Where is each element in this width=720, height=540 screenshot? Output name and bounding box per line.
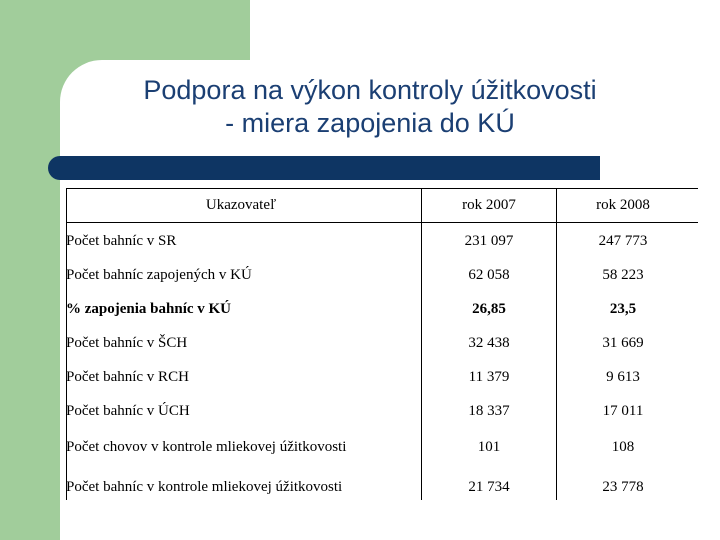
slide-title-line-2: - miera zapojenia do KÚ <box>225 108 515 138</box>
row-value-2007: 11 379 <box>468 368 510 385</box>
row-label: Počet bahníc v ÚCH <box>66 402 190 419</box>
table-header-divider <box>66 222 698 223</box>
row-value-2007: 231 097 <box>464 232 514 249</box>
table-row <box>66 360 696 394</box>
row-value-2008: 31 669 <box>602 334 644 351</box>
header-year-2008: rok 2008 <box>596 196 650 213</box>
row-value-2008: 23,5 <box>609 300 637 317</box>
header-indicator: Ukazovateľ <box>205 196 277 213</box>
row-value-2007: 101 <box>477 438 501 455</box>
header-year-2007: rok 2007 <box>462 196 516 213</box>
row-label: Počet bahníc v RCH <box>66 368 189 385</box>
table-row <box>66 428 696 466</box>
table-row <box>66 258 696 292</box>
row-label: % zapojenia bahníc v KÚ <box>66 300 232 317</box>
row-value-2008: 23 778 <box>602 478 644 495</box>
row-label: Počet bahníc v kontrole mliekovej úžitkovosti <box>66 478 343 495</box>
row-value-2008: 17 011 <box>602 402 644 419</box>
title-underline-bar <box>48 156 600 180</box>
row-label: Počet bahníc v ŠCH <box>66 334 188 351</box>
row-value-2007: 21 734 <box>468 478 510 495</box>
row-value-2008: 247 773 <box>598 232 648 249</box>
row-label: Počet bahníc zapojených v KÚ <box>66 266 252 283</box>
slide-title <box>60 74 680 140</box>
table-row <box>66 224 696 258</box>
table-row <box>66 394 696 428</box>
row-value-2007: 32 438 <box>468 334 510 351</box>
table-header-row <box>66 188 696 222</box>
row-label: Počet chovov v kontrole mliekovej úžitkovosti <box>66 438 347 455</box>
slide-title-line-1: Podpora na výkon kontroly úžitkovosti <box>143 75 597 105</box>
row-value-2008: 108 <box>611 438 635 455</box>
row-value-2007: 18 337 <box>468 402 510 419</box>
row-value-2007: 26,85 <box>472 300 506 317</box>
table-row <box>66 292 696 326</box>
row-label: Počet bahníc v SR <box>66 232 177 249</box>
table-row <box>66 468 696 506</box>
table-row <box>66 326 696 360</box>
row-value-2008: 58 223 <box>602 266 644 283</box>
row-value-2007: 62 058 <box>468 266 510 283</box>
data-table <box>66 188 696 534</box>
row-value-2008: 9 613 <box>606 368 640 385</box>
